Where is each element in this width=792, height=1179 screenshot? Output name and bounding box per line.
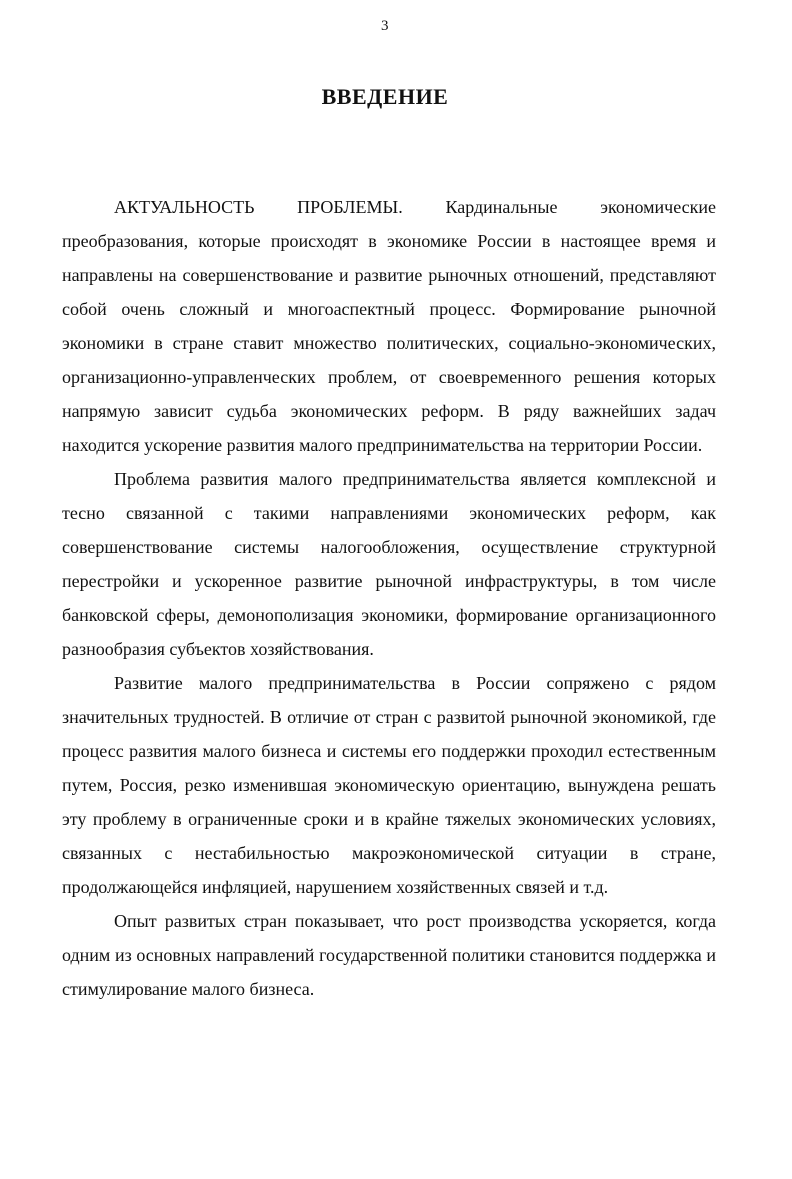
paragraph-difficulties: Развитие малого предпринимательства в России сопряжено с рядом значительных трудностей. В отличие от стран с развитой рыночной экономикой, где процесс развития малого бизнеса и системы его поддержки проходил естественным путем, Россия, резко изменившая экономическую ориентацию, вынуждена решать эту проблему в ограниченные сроки и в крайне тяжелых экономических условиях, связанных с нестабильностью макроэкономической ситуации в стране, продолжающейся инфляцией, нарушением хозяйственных связей и т.д. [62,673,716,897]
body-text [62,190,716,1006]
page-title: ВВЕДЕНИЕ [321,84,449,109]
paragraph-experience: Опыт развитых стран показывает, что рост производства ускоряется, когда одним из основных направлений государственной политики становится поддержка и стимулирование малого бизнеса. [62,911,716,999]
paragraph-relevance: АКТУАЛЬНОСТЬ ПРОБЛЕМЫ. Кардинальные экономические преобразования, которые происходят в экономике России в настоящее время и направлены на совершенствование и развитие рыночных отношений, представляют собой очень сложный и многоаспектный процесс. Формирование рыночной экономики в стране ставит множество политических, социально-экономических, организационно-управленческих проблем, от своевременного решения которых напрямую зависит судьба экономических реформ. В ряду важнейших задач находится ускорение развития малого предпринимательства на территории России. [62,197,716,455]
page-number: 3 [381,18,389,34]
paragraph-problem: Проблема развития малого предпринимательства является комплексной и тесно связанной с такими направлениями экономических реформ, как совершенствование системы налогообложения, осуществление структурной перестройки и ускоренное развитие рыночной инфраструктуры, в том числе банковской сферы, демонополизация экономики, формирование организационного разнообразия субъектов хозяйствования. [62,469,716,659]
